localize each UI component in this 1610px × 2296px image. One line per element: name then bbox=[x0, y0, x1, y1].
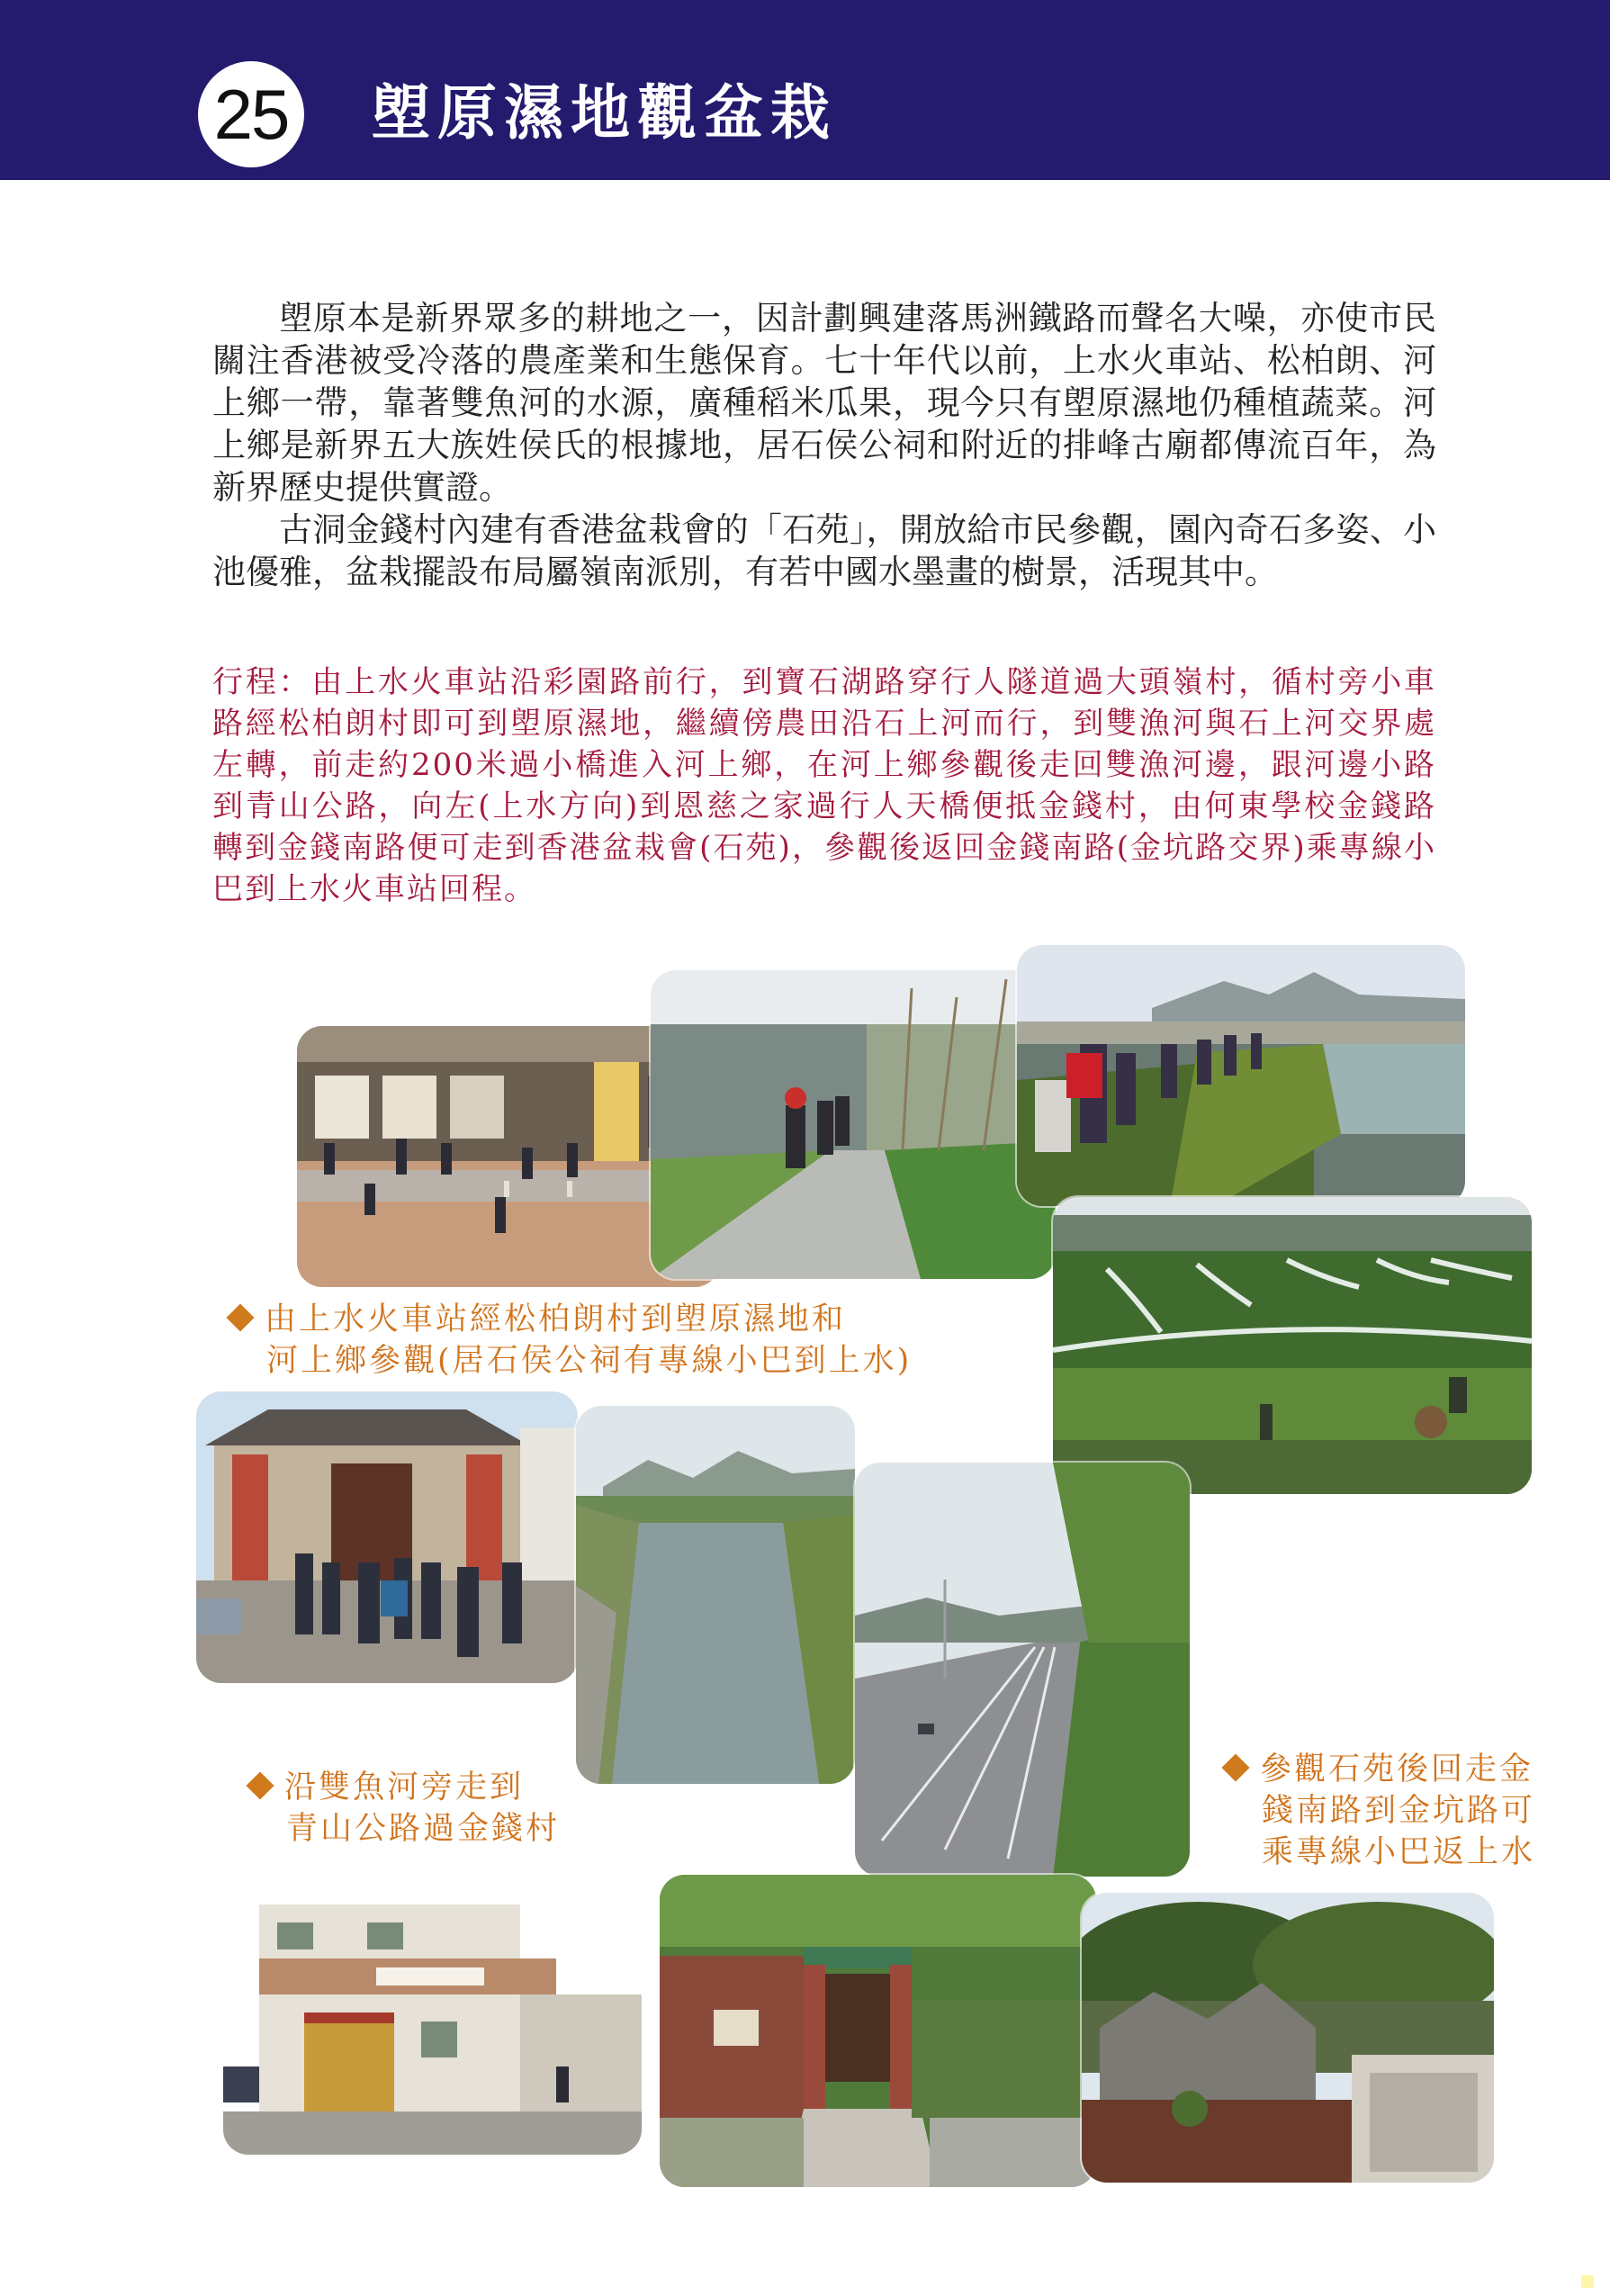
highway-photo bbox=[855, 1463, 1190, 1877]
river-photo bbox=[576, 1406, 855, 1784]
caption-line: 青山公路過金錢村 bbox=[286, 1811, 561, 1847]
ancestral-hall-photo bbox=[196, 1391, 578, 1683]
caption-line: 錢南路到金坑路可 bbox=[1262, 1793, 1536, 1829]
garden-gate-photo bbox=[660, 1875, 1096, 2187]
intro-paragraph-2: 古洞金錢村內建有香港盆栽會的「石苑」，開放給市民參觀，園內奇石多姿、小池優雅，盆栽擺設布局屬嶺南派別，有若中國水墨畫的樹景，活現其中。 bbox=[212, 510, 1436, 591]
caption-station-to-wetland bbox=[230, 1299, 912, 1382]
caption-line: 沿雙魚河旁走到 bbox=[284, 1769, 525, 1805]
village-house-photo bbox=[223, 1868, 642, 2155]
diamond-bullet-icon bbox=[1221, 1753, 1249, 1781]
corner-mark bbox=[1581, 2275, 1594, 2288]
walking-path-photo bbox=[651, 970, 1056, 1279]
rock-garden-photo bbox=[1082, 1893, 1494, 2183]
caption-river-to-highway bbox=[250, 1767, 560, 1850]
caption-line: 參觀石苑後回走金 bbox=[1260, 1751, 1534, 1787]
diamond-bullet-icon bbox=[226, 1303, 254, 1331]
page-title: 塱原濕地觀盆栽 bbox=[371, 77, 837, 148]
intro-paragraph-1: 塱原本是新界眾多的耕地之一，因計劃興建落馬洲鐵路而聲名大噪，亦使市民關注香港被受冷落的農產業和生態保育。七十年代以前，上水火車站、松柏朗、河上鄉一帶，靠著雙魚河的水源，廣種稻米瓜果，現今只有塱原濕地仍種植蔬菜。河上鄉是新界五大族姓侯氏的根據地，居石侯公祠和附近的排峰古廟都傳流百年，為新界歷史提供實證。 bbox=[212, 299, 1436, 507]
vegetable-field-photo bbox=[1053, 1197, 1532, 1494]
caption-line: 由上水火車站經松柏朗村到塱原濕地和 bbox=[265, 1301, 847, 1337]
page-number-badge: 25 bbox=[198, 61, 304, 167]
route-description: 行程：由上水火車站沿彩園路前行，到寶石湖路穿行人隧道過大頭嶺村，循村旁小車路經松柏朗村即可到塱原濕地，繼續傍農田沿石上河而行，到雙漁河與石上河交界處左轉，前走約200米過小橋進入河上鄉，在河上鄉參觀後走回雙漁河邊，跟河邊小路到青山公路，向左(上水方向)到恩慈之家過行人天橋便抵金錢村，由何東學校金錢路轉到金錢南路便可走到香港盆栽會(石苑)，參觀後返回金錢南路(金坑路交界)乘專線小巴到上水火車站回程。 bbox=[212, 664, 1436, 907]
intro-text bbox=[212, 297, 1436, 593]
wetland-hikers-photo bbox=[1017, 945, 1465, 1206]
caption-line: 河上鄉參觀(居石侯公祠有專線小巴到上水) bbox=[266, 1343, 913, 1379]
diamond-bullet-icon bbox=[246, 1771, 274, 1799]
caption-line: 乘專線小巴返上水 bbox=[1262, 1834, 1536, 1870]
page-header bbox=[0, 0, 1610, 180]
caption-garden-to-minibus bbox=[1226, 1749, 1535, 1873]
